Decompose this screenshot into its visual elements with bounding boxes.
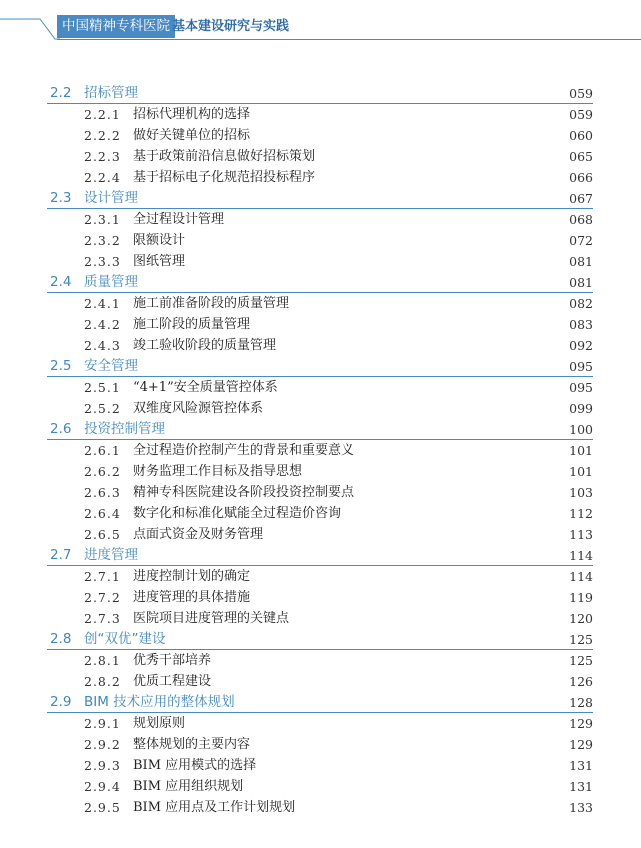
subsection-page-number: 113 <box>569 527 593 542</box>
toc-section-entry[interactable] <box>0 83 641 104</box>
toc-subsection-entry[interactable] <box>0 755 641 776</box>
section-page-number: 095 <box>569 359 593 374</box>
subsection-number: 2.4.3 <box>84 338 121 353</box>
subsection-number: 2.7.1 <box>84 569 121 584</box>
subsection-page-number: 101 <box>569 464 593 479</box>
toc-subsection-entry[interactable] <box>0 398 641 419</box>
subsection-title: 图纸管理 <box>133 254 186 269</box>
subsection-title: BIM 应用点及工作计划规划 <box>133 800 296 815</box>
section-page-number: 125 <box>569 632 593 647</box>
subsection-page-number: 060 <box>569 128 593 143</box>
subsection-number: 2.6.3 <box>84 485 121 500</box>
subsection-title: 施工前准备阶段的质量管理 <box>133 296 290 311</box>
subsection-title: 整体规划的主要内容 <box>133 737 251 752</box>
toc-subsection-entry[interactable] <box>0 776 641 797</box>
subsection-title: 竣工验收阶段的质量管理 <box>133 338 277 353</box>
toc-subsection-entry[interactable] <box>0 440 641 461</box>
section-title: 投资控制管理 <box>84 421 165 437</box>
subsection-page-number: 125 <box>569 653 593 668</box>
subsection-title: 优秀干部培养 <box>133 653 212 668</box>
subsection-title: 招标代理机构的选择 <box>133 107 251 122</box>
header-rule <box>57 39 641 40</box>
subsection-number: 2.2.2 <box>84 128 121 143</box>
toc-subsection-entry[interactable] <box>0 314 641 335</box>
subsection-page-number: 101 <box>569 443 593 458</box>
header-corner-decoration <box>0 0 60 46</box>
subsection-page-number: 133 <box>569 800 593 815</box>
subsection-page-number: 081 <box>569 254 593 269</box>
subsection-number: 2.2.3 <box>84 149 121 164</box>
subsection-title: 精神专科医院建设各阶段投资控制要点 <box>133 485 355 500</box>
subsection-title: BIM 应用模式的选择 <box>133 758 257 773</box>
toc-subsection-entry[interactable] <box>0 335 641 356</box>
subsection-number: 2.6.4 <box>84 506 121 521</box>
subsection-page-number: 099 <box>569 401 593 416</box>
section-title: 进度管理 <box>84 547 138 563</box>
toc-subsection-entry[interactable] <box>0 671 641 692</box>
section-number: 2.6 <box>50 421 72 437</box>
toc-subsection-entry[interactable] <box>0 587 641 608</box>
subsection-page-number: 095 <box>569 380 593 395</box>
subsection-title: 限额设计 <box>133 233 186 248</box>
toc-subsection-entry[interactable] <box>0 713 641 734</box>
section-title: 创“双优”建设 <box>84 631 166 647</box>
section-title: 设计管理 <box>84 190 138 206</box>
subsection-number: 2.8.1 <box>84 653 121 668</box>
subsection-page-number: 065 <box>569 149 593 164</box>
subsection-number: 2.6.5 <box>84 527 121 542</box>
section-page-number: 128 <box>569 695 593 710</box>
subsection-page-number: 066 <box>569 170 593 185</box>
subsection-number: 2.5.2 <box>84 401 121 416</box>
subsection-page-number: 131 <box>569 779 593 794</box>
section-number: 2.2 <box>50 85 72 101</box>
subsection-title: “4+1”安全质量管控体系 <box>133 380 278 395</box>
subsection-title: 施工阶段的质量管理 <box>133 317 251 332</box>
subsection-page-number: 114 <box>569 569 593 584</box>
subsection-number: 2.4.1 <box>84 296 121 311</box>
subsection-page-number: 059 <box>569 107 593 122</box>
subsection-page-number: 092 <box>569 338 593 353</box>
subsection-number: 2.9.1 <box>84 716 121 731</box>
toc-section-entry[interactable] <box>0 545 641 566</box>
subsection-title: 做好关键单位的招标 <box>133 128 251 143</box>
subsection-title: 财务监理工作目标及指导思想 <box>133 464 303 479</box>
subsection-number: 2.2.4 <box>84 170 121 185</box>
subsection-number: 2.3.1 <box>84 212 121 227</box>
subsection-title: 全过程设计管理 <box>133 212 225 227</box>
toc-section-entry[interactable] <box>0 356 641 377</box>
toc-subsection-entry[interactable] <box>0 230 641 251</box>
section-page-number: 114 <box>569 548 593 563</box>
subsection-title: 规划原则 <box>133 716 186 731</box>
toc-subsection-entry[interactable] <box>0 608 641 629</box>
toc-subsection-entry[interactable] <box>0 566 641 587</box>
subsection-title: BIM 应用组织规划 <box>133 779 244 794</box>
subsection-page-number: 129 <box>569 737 593 752</box>
toc-subsection-entry[interactable] <box>0 797 641 818</box>
subsection-title: 数字化和标准化赋能全过程造价咨询 <box>133 506 342 521</box>
subsection-page-number: 126 <box>569 674 593 689</box>
subsection-number: 2.5.1 <box>84 380 121 395</box>
book-series-tag: 中国精神专科医院 <box>57 15 175 38</box>
section-title: BIM 技术应用的整体规划 <box>84 694 235 710</box>
toc-section-entry[interactable] <box>0 419 641 440</box>
toc-subsection-entry[interactable] <box>0 482 641 503</box>
table-of-contents <box>0 83 641 818</box>
subsection-title: 医院项目进度管理的关键点 <box>133 611 290 626</box>
subsection-page-number: 103 <box>569 485 593 500</box>
section-page-number: 067 <box>569 191 593 206</box>
subsection-title: 点面式资金及财务管理 <box>133 527 264 542</box>
toc-subsection-entry[interactable] <box>0 461 641 482</box>
toc-section-entry[interactable] <box>0 692 641 713</box>
subsection-number: 2.9.2 <box>84 737 121 752</box>
section-title: 招标管理 <box>84 85 138 101</box>
toc-subsection-entry[interactable] <box>0 104 641 125</box>
toc-subsection-entry[interactable] <box>0 377 641 398</box>
section-page-number: 100 <box>569 422 593 437</box>
subsection-title: 进度控制计划的确定 <box>133 569 251 584</box>
section-number: 2.9 <box>50 694 72 710</box>
section-title: 安全管理 <box>84 358 138 374</box>
toc-subsection-entry[interactable] <box>0 503 641 524</box>
subsection-number: 2.6.1 <box>84 443 121 458</box>
toc-subsection-entry[interactable] <box>0 125 641 146</box>
toc-subsection-entry[interactable] <box>0 167 641 188</box>
subsection-page-number: 112 <box>569 506 593 521</box>
section-title: 质量管理 <box>84 274 138 290</box>
toc-section-entry[interactable] <box>0 272 641 293</box>
subsection-page-number: 082 <box>569 296 593 311</box>
subsection-title: 基于政策前沿信息做好招标策划 <box>133 149 316 164</box>
subsection-number: 2.8.2 <box>84 674 121 689</box>
toc-subsection-entry[interactable] <box>0 146 641 167</box>
subsection-page-number: 120 <box>569 611 593 626</box>
subsection-number: 2.9.4 <box>84 779 121 794</box>
subsection-page-number: 068 <box>569 212 593 227</box>
subsection-number: 2.7.3 <box>84 611 121 626</box>
book-title: 基本建设研究与实践 <box>172 19 290 34</box>
page-header <box>0 0 641 46</box>
section-number: 2.7 <box>50 547 72 563</box>
subsection-number: 2.3.2 <box>84 233 121 248</box>
section-page-number: 059 <box>569 86 593 101</box>
subsection-number: 2.4.2 <box>84 317 121 332</box>
section-number: 2.8 <box>50 631 72 647</box>
subsection-page-number: 072 <box>569 233 593 248</box>
subsection-title: 基于招标电子化规范招投标程序 <box>133 170 316 185</box>
subsection-number: 2.6.2 <box>84 464 121 479</box>
toc-section-entry[interactable] <box>0 188 641 209</box>
subsection-number: 2.3.3 <box>84 254 121 269</box>
subsection-page-number: 131 <box>569 758 593 773</box>
subsection-title: 进度管理的具体措施 <box>133 590 251 605</box>
section-number: 2.3 <box>50 190 72 206</box>
subsection-page-number: 119 <box>569 590 593 605</box>
section-number: 2.4 <box>50 274 72 290</box>
subsection-page-number: 129 <box>569 716 593 731</box>
section-page-number: 081 <box>569 275 593 290</box>
toc-subsection-entry[interactable] <box>0 293 641 314</box>
section-number: 2.5 <box>50 358 72 374</box>
subsection-number: 2.9.5 <box>84 800 121 815</box>
toc-subsection-entry[interactable] <box>0 734 641 755</box>
toc-section-entry[interactable] <box>0 629 641 650</box>
subsection-title: 全过程造价控制产生的背景和重要意义 <box>133 443 355 458</box>
subsection-number: 2.7.2 <box>84 590 121 605</box>
subsection-page-number: 083 <box>569 317 593 332</box>
toc-subsection-entry[interactable] <box>0 209 641 230</box>
subsection-title: 优质工程建设 <box>133 674 212 689</box>
toc-subsection-entry[interactable] <box>0 251 641 272</box>
subsection-number: 2.9.3 <box>84 758 121 773</box>
toc-subsection-entry[interactable] <box>0 524 641 545</box>
toc-subsection-entry[interactable] <box>0 650 641 671</box>
subsection-title: 双维度风险源管控体系 <box>133 401 264 416</box>
subsection-number: 2.2.1 <box>84 107 121 122</box>
